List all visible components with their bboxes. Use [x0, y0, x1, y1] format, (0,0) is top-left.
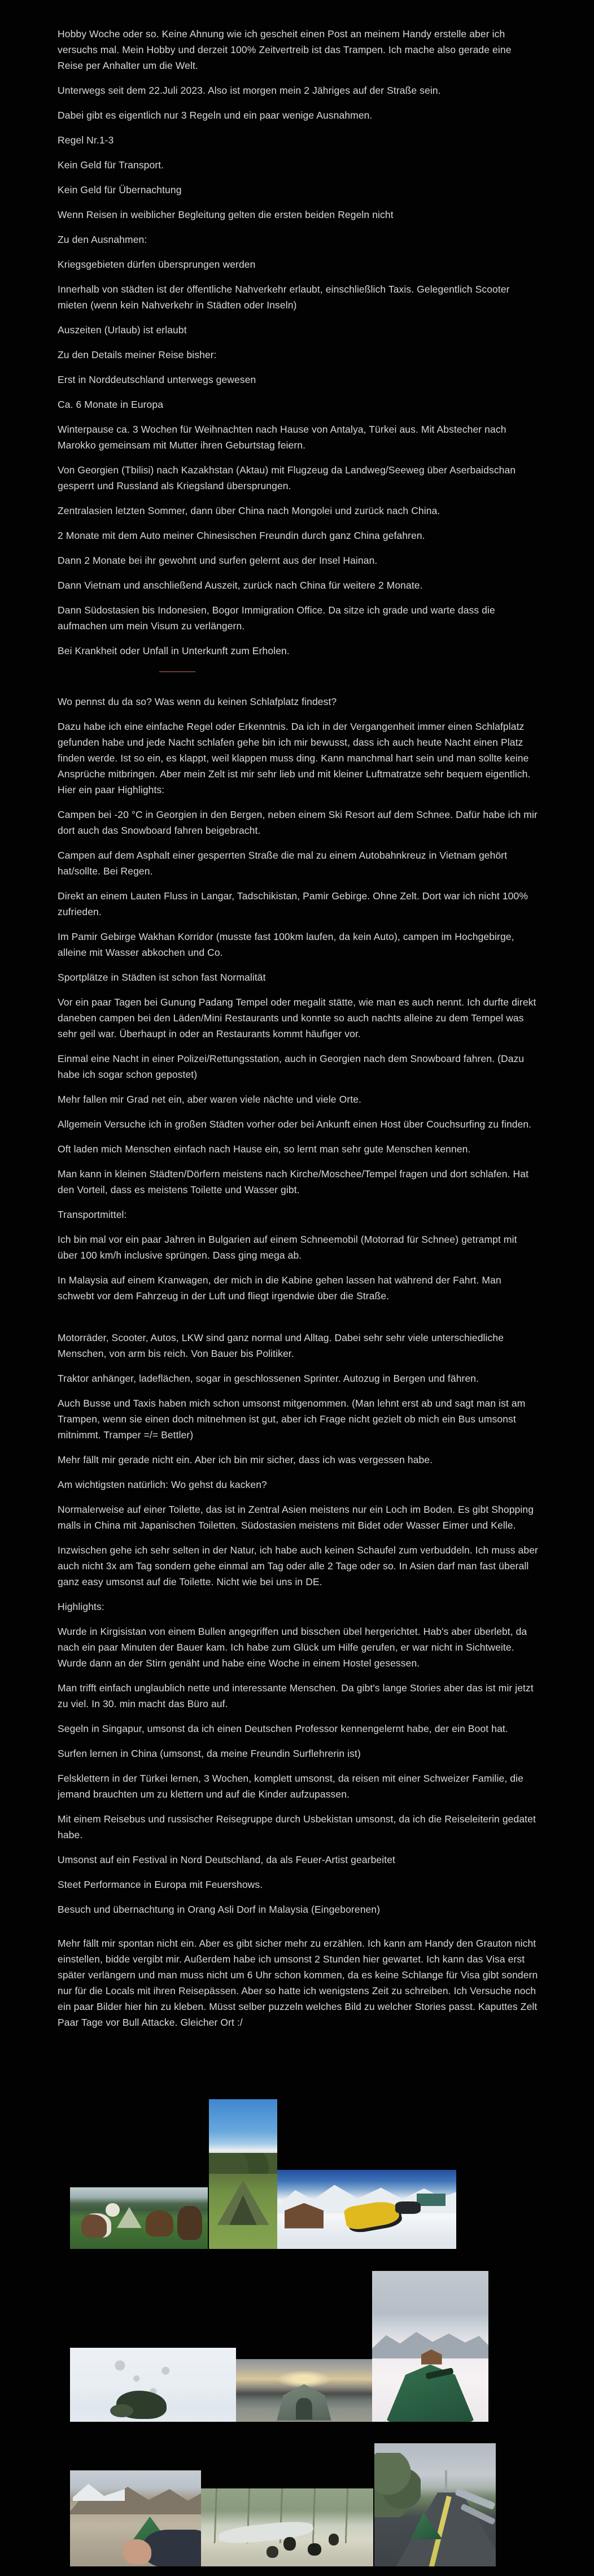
- post-paragraph: Zu den Details meiner Reise bisher:: [58, 349, 217, 360]
- sleeve-shape: [143, 2530, 201, 2566]
- post-paragraph: Man trifft einfach unglaublich nette und interessante Menschen. Da gibt's lange Stories aber das ist mir jetzt zu viel. In 30. min macht das Büro auf.: [58, 1682, 534, 1709]
- post-paragraph: Mehr fällt mir gerade nicht ein. Aber ich bin mir sicher, dass ich was vergessen habe.: [58, 1454, 433, 1465]
- post-paragraph: Wo pennst du da so? Was wenn du keinen Schlafplatz findest?: [58, 696, 337, 707]
- post-paragraph: Im Pamir Gebirge Wakhan Korridor (musste fast 100km laufen, da kein Auto), campen im Hochgebirge, alleine mit Wasser abkochen und Co.: [58, 931, 514, 958]
- cow-shape: [81, 2213, 112, 2238]
- post-paragraph: Ich bin mal vor ein paar Jahren in Bulgarien auf einem Schneemobil (Motorrad für Schnee) getrampt mit über 100 km/h inclusive sprüngen. Dass ging mega ab.: [58, 1234, 517, 1261]
- post-paragraph: Normalerweise auf einer Toilette, das ist in Zentral Asien meistens nur ein Loch im Boden. Es gibt Shopping malls in China mit Japanischen Toiletten. Südostasien meistens mit Bidet oder Wasser Eimer und Kelle.: [58, 1504, 534, 1531]
- post-paragraph: Zu den Ausnahmen:: [58, 234, 147, 245]
- trees-shape: [374, 2453, 421, 2517]
- post-paragraph: Vor ein paar Tagen bei Gunung Padang Tempel oder megalit stätte, wie man es auch nennt. Ich durfte direkt daneben campen bei den Läden/Mini Restaurants und konnte so auch nachts alleine zu dem Tempel was sehr geil war. Überhaupt in oder an Restaurants kommt häufiger vor.: [58, 997, 536, 1039]
- treeline-shape: [209, 2153, 277, 2174]
- photo-roadside-tent[interactable]: [374, 2443, 496, 2566]
- post-paragraph: Innerhalb von städten ist der öffentliche Nahverkehr erlaubt, einschließlich Taxis. Gelegentlich Scooter mieten (wenn kein Nahverkehr in Städten oder Inseln): [58, 284, 510, 311]
- post-paragraph: Segeln in Singapur, umsonst da ich einen Deutschen Professor kennengelernt habe, der ein Boot hat.: [58, 1723, 508, 1734]
- cow-shape: [106, 2203, 119, 2217]
- post-paragraph: Kein Geld für Übernachtung: [58, 184, 182, 195]
- cow-shape: [177, 2206, 202, 2240]
- photo-snowy-valley-tent[interactable]: [372, 2271, 488, 2422]
- goat-shape: [308, 2543, 321, 2556]
- post-paragraph: Motorräder, Scooter, Autos, LKW sind ganz normal und Alltag. Dabei sehr sehr viele unterschiedliche Menschen, von arm bis reich. Von Bauer bis Politiker.: [58, 1332, 504, 1359]
- tent-door-shape: [296, 2398, 312, 2420]
- sled-shape: [395, 2201, 420, 2214]
- post-paragraph: Zentralasien letzten Sommer, dann über China nach Mongolei und zurück nach China.: [58, 505, 440, 516]
- post-paragraph: Einmal eine Nacht in einer Polizei/Rettungsstation, auch in Georgien nach dem Snowboard fahren. (Dazu habe ich sogar schon gepostet): [58, 1053, 525, 1080]
- post-paragraph: In Malaysia auf einem Kranwagen, der mich in die Kabine gehen lassen hat während der Fahrt. Man schwebt vor dem Fahrzeug in der Luft und fliegt irgendwie über die Straße.: [58, 1274, 501, 1302]
- post-paragraph: Highlights:: [58, 1601, 104, 1612]
- post-paragraph: Erst in Norddeutschland unterwegs gewesen: [58, 374, 256, 385]
- post-paragraph: Dann Südostasien bis Indonesien, Bogor Immigration Office. Da sitze ich grade und warte dass die aufmachen um mein Visum zu verlängern.: [58, 604, 495, 632]
- post-paragraph: Auszeiten (Urlaub) ist erlaubt: [58, 324, 187, 336]
- photo-snowmobile[interactable]: [277, 2170, 456, 2249]
- photo-tent-meadow[interactable]: [209, 2099, 277, 2249]
- photo-collapsed-tent-snow[interactable]: [70, 2348, 236, 2422]
- hut-shape: [417, 2194, 446, 2206]
- photo-valley-tent-hand[interactable]: [70, 2470, 201, 2566]
- post-paragraph: Unterwegs seit dem 22.Juli 2023. Also ist morgen mein 2 Jähriges auf der Straße sein.: [58, 85, 441, 96]
- post-paragraph: Am wichtigsten natürlich: Wo gehst du kacken?: [58, 1479, 267, 1490]
- goat-shape: [267, 2546, 278, 2558]
- goat-shape: [329, 2534, 339, 2545]
- post-paragraph: Bei Krankheit oder Unfall in Unterkunft zum Erholen.: [58, 645, 290, 656]
- snowcap-shape: [73, 2484, 125, 2501]
- goat-shape: [283, 2537, 295, 2551]
- post-paragraph: Hobby Woche oder so. Keine Ahnung wie ich gescheit einen Post an meinem Handy erstelle aber ich versuchs mal. Mein Hobby und derzeit 100% Zeitvertreib ist das Trampen. Ich mache also gerade eine Reise per Anhalter um die Welt.: [58, 28, 512, 71]
- post-paragraph: Man kann in kleinen Städten/Dörfern meistens nach Kirche/Moschee/Tempel fragen und dort schlafen. Hat den Vorteil, dass es meistens Toilette und Wasser gibt.: [58, 1168, 529, 1195]
- section-divider: [159, 671, 195, 672]
- post-paragraph: Sportplätze in Städten ist schon fast Normalität: [58, 972, 266, 983]
- post-paragraph: Direkt an einem Lauten Fluss in Langar, Tadschikistan, Pamir Gebirge. Ohne Zelt. Dort war ich nicht 100% zufrieden.: [58, 890, 528, 917]
- hand-shape: [123, 2539, 151, 2564]
- post-paragraph: Winterpause ca. 3 Wochen für Weihnachten nach Hause von Antalya, Türkei aus. Mit Abstecher nach Marokko gemeinsam mit Mutter ihren Geburtstag feiern.: [58, 424, 506, 451]
- post-paragraph: Auch Busse und Taxis haben mich schon umsonst mitgenommen. (Man lehnt erst ab und sagt man ist am Trampen, wenn sie einen doch mitnehmen ist gut, aber ich Frage nicht gezielt ob mich ein Bus umsonst mitnimmt. Tramper =/= Bettler): [58, 1398, 526, 1441]
- post-paragraph: Kriegsgebieten dürfen übersprungen werden: [58, 259, 256, 270]
- post-paragraph: Dabei gibt es eigentlich nur 3 Regeln und ein paar wenige Ausnahmen.: [58, 110, 373, 121]
- post-paragraph: Steet Performance in Europa mit Feuershows.: [58, 1879, 263, 1890]
- post-paragraph: Mit einem Reisebus und russischer Reisegruppe durch Usbekistan umsonst, da ich die Reiseleiterin gedatet habe.: [58, 1813, 536, 1840]
- post-paragraph: Mehr fällt mir spontan nicht ein. Aber es gibt sicher mehr zu erzählen. Ich kann am Handy den Grauton nicht einstellen, bidde vergibt mir. Außerdem habe ich umsonst 2 Stunden hier gewartet. Ich kann das Visa erst später verlängern und man muss nicht um 6 Uhr schon kommen, da es keine Schlange für Visa gibt sondern nur für die Locals mit ihren Reisepässen. Aber so hatte ich wenigstens Zeit zu schreiben. Ich Versuche noch ein paar Bilder hier hin zu kleben. Müsst selber puzzeln welches Bild zu welcher Stories passt. Kaputtes Zelt Paar Tage vor Bull Attacke. Gleicher Ort :/: [58, 1938, 538, 2028]
- photo-cows-pasture[interactable]: [70, 2187, 208, 2249]
- post-paragraph: Regel Nr.1-3: [58, 134, 114, 146]
- post-paragraph: Transportmittel:: [58, 1209, 127, 1220]
- post-paragraph: Wenn Reisen in weiblicher Begleitung gelten die ersten beiden Regeln nicht: [58, 209, 394, 220]
- post-paragraph: Von Georgien (Tbilisi) nach Kazakhstan (Aktau) mit Flugzeug da Landweg/Seeweg über Aserbaidschan gesperrt und Russland als Kriegsland übersprungen.: [58, 464, 516, 491]
- post-paragraph: Ca. 6 Monate in Europa: [58, 399, 164, 410]
- post-paragraph: Dazu habe ich eine einfache Regel oder Erkenntnis. Da ich in der Vergangenheit immer einen Schlafplatz gefunden habe und jede Nacht schlafen gehe bin ich mir bewusst, dass ich auch heute Nacht einen Platz finden werde. Ist so ein, es klappt, weil klappen muss ding. Kann manchmal hart sein und man sollte keine Ansprüche mitbringen. Aber mein Zelt ist mir sehr lieb und mit kleiner Luftmatratze sehr bequem eigentlich. Hier ein paar Highlights:: [58, 721, 531, 795]
- post-paragraph: Besuch und übernachtung in Orang Asli Dorf in Malaysia (Eingeborenen): [58, 1904, 381, 1915]
- post-paragraph: Oft laden mich Menschen einfach nach Hause ein, so lernt man sehr gute Menschen kennen.: [58, 1143, 471, 1155]
- cow-shape: [146, 2211, 173, 2236]
- post-paragraph: Felsklettern in der Türkei lernen, 3 Wochen, komplett umsonst, da reisen mit einer Schweizer Familie, die jemand brauchten um zu klettern und auf die Kinder aufzupassen.: [58, 1773, 523, 1800]
- post-paragraph: Campen auf dem Asphalt einer gesperrten Straße die mal zu einem Autobahnkreuz in Vietnam gehört hat/sollte. Bei Regen.: [58, 850, 508, 877]
- photo-sunset-tent[interactable]: [236, 2359, 372, 2422]
- post-paragraph: Inzwischen gehe ich sehr selten in der Natur, ich habe auch keinen Schaufel zum verbuddeln. Ich muss aber auch nicht 3x am Tag sondern gehe einmal am Tag oder alle 2 Tage oder so. In Asien darf man fast überall ganz easy umsonst auf die Toilette. Nicht wie bei uns in DE.: [58, 1544, 538, 1587]
- post-body: [58, 0, 539, 2039]
- post-paragraph: 2 Monate mit dem Auto meiner Chinesischen Freundin durch ganz China gefahren.: [58, 530, 425, 541]
- collapsed-tent-shape: [110, 2404, 133, 2418]
- post-paragraph: Surfen lernen in China (umsonst, da meine Freundin Surflehrerin ist): [58, 1748, 361, 1759]
- post-paragraph: Campen bei -20 °C in Georgien in den Bergen, neben einem Ski Resort auf dem Schnee. Dafür habe ich mir dort auch das Snowboard fahren beigebracht.: [58, 809, 538, 836]
- post-paragraph: Kein Geld für Transport.: [58, 159, 164, 171]
- post-paragraph: Traktor anhänger, ladeflächen, sogar in geschlossenen Sprinter. Autozug in Bergen und fähren.: [58, 1373, 479, 1384]
- tent-shape: [117, 2207, 142, 2228]
- post-paragraph: Dann Vietnam und anschließend Auszeit, zurück nach China für weitere 2 Monate.: [58, 580, 423, 591]
- post-paragraph: Mehr fallen mir Grad net ein, aber waren viele nächte und viele Orte.: [58, 1094, 362, 1105]
- photo-stream-goats[interactable]: [201, 2488, 373, 2566]
- post-paragraph: Allgemein Versuche ich in großen Städten vorher oder bei Ankunft einen Host über Couchsurfing zu finden.: [58, 1119, 532, 1130]
- post-paragraph: Umsonst auf ein Festival in Nord Deutschland, da als Feuer-Artist gearbeitet: [58, 1854, 396, 1865]
- post-paragraph: Wurde in Kirgisistan von einem Bullen angegriffen und bisschen übel hergerichtet. Hab's aber überlebt, da nach ein paar Minuten der Bauer kam. Ich habe zum Glück um Hilfe gerufen, er war nicht in Sichtweite. Wurde dann an der Stirn genäht und habe eine Woche in einem Hostel gesessen.: [58, 1626, 527, 1669]
- post-paragraph: Dann 2 Monate bei ihr gewohnt und surfen gelernt aus der Insel Hainan.: [58, 555, 378, 566]
